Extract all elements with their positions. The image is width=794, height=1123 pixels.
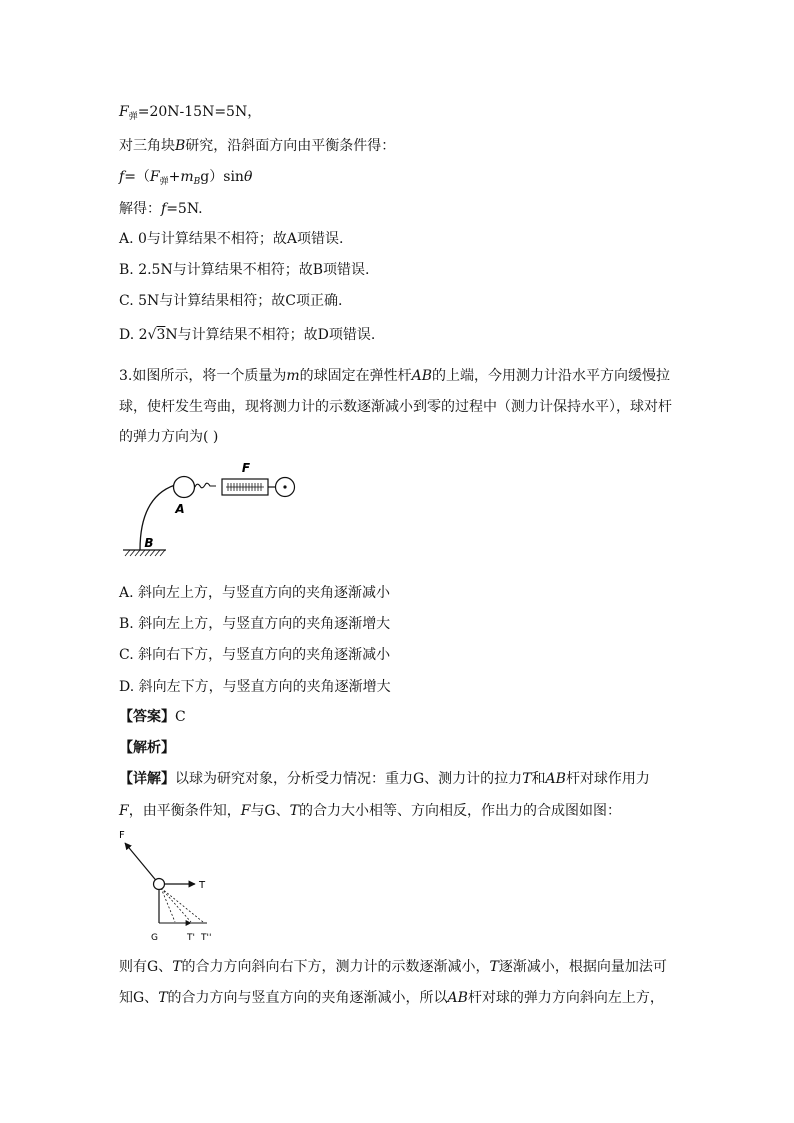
text: 的球固定在弹性杆	[299, 368, 412, 384]
label-t-prime: T'	[187, 933, 195, 943]
symbol-ab: AB	[447, 990, 468, 1006]
text: 的合力方向斜向右下方，测力计的示数逐渐减小，	[181, 959, 490, 975]
subscript: 弹	[159, 177, 169, 187]
ball	[174, 477, 195, 498]
text: 和	[531, 771, 546, 787]
label-g: G	[151, 933, 158, 943]
ball-point	[154, 879, 165, 890]
question-3-line-2: 球，使杆发生弯曲，现将测力计的示数逐渐减小到零的过程中（测力计保持水平），球对杆	[119, 399, 672, 415]
option-c: C. 斜向右下方，与竖直方向的夹角逐渐减小	[119, 647, 391, 663]
text: =5N.	[166, 201, 203, 217]
symbol-m: m	[286, 368, 300, 384]
option-a: A. 斜向左上方，与竖直方向的夹角逐渐减小	[119, 585, 391, 601]
resultant-1	[161, 888, 191, 922]
ground-hatch	[125, 550, 165, 556]
subscript: B	[193, 177, 201, 187]
symbol-t: T	[158, 990, 168, 1006]
symbol-ab: AB	[411, 368, 433, 384]
question-3-line-3: 的弹力方向为( )	[119, 429, 219, 445]
symbol-b: B	[175, 138, 186, 154]
option-b: B. 斜向左上方，与竖直方向的夹角逐渐增大	[119, 616, 391, 632]
detail-line-2	[119, 801, 621, 821]
line-f-elastic	[119, 102, 261, 127]
sqrt-symbol: √3	[147, 327, 166, 343]
label-f: F	[241, 461, 251, 475]
hook	[195, 483, 216, 488]
text: 研究，沿斜面方向由平衡条件得：	[185, 138, 396, 154]
text: 对三角块	[119, 138, 175, 154]
symbol-theta: θ	[243, 169, 253, 185]
text: 的上端，今用测力计沿水平方向缓慢拉	[432, 368, 671, 384]
conclusion-line-1	[119, 957, 667, 977]
text: +	[168, 169, 181, 185]
symbol-f: f	[119, 169, 125, 185]
symbol-t: T	[489, 959, 499, 975]
label-b: B	[144, 536, 154, 550]
text: =（	[124, 169, 150, 185]
symbol-F: F	[149, 169, 160, 185]
symbol-t: T	[522, 771, 532, 787]
text: 与G、	[250, 803, 290, 819]
text: 3.如图所示，将一个质量为	[119, 368, 287, 384]
option-d: D. 斜向左下方，与竖直方向的夹角逐渐增大	[119, 679, 391, 695]
symbol-t: T	[172, 959, 182, 975]
text: 知G、	[119, 990, 159, 1006]
symbol-f: f	[161, 201, 167, 217]
resultant-2	[161, 888, 203, 922]
symbol-m: m	[180, 169, 194, 185]
question-3-line-1	[119, 366, 670, 386]
line-option-b-eval: B. 2.5N与计算结果不相符；故B项错误.	[119, 262, 370, 278]
figure-rod-ball-spring-scale	[118, 455, 308, 565]
equation-text: =20N-15N=5N，	[137, 104, 262, 120]
text: 解得：	[119, 201, 161, 217]
label-t-double-prime: T''	[201, 933, 212, 943]
answer-line	[119, 707, 186, 727]
answer-value: C	[175, 709, 186, 725]
conclusion-line-2	[119, 988, 664, 1008]
figure-force-composition	[115, 826, 225, 946]
symbol-f: F	[119, 104, 129, 120]
label-a: A	[175, 502, 185, 516]
label-f: F	[119, 830, 125, 841]
analysis-heading: 【解析】	[119, 740, 175, 756]
text: 的合力方向与竖直方向的夹角逐渐减小，所以	[167, 990, 448, 1006]
answer-label: 【答案】	[119, 709, 175, 725]
text: 则有G、	[119, 959, 173, 975]
text: 杆对球的弹力方向斜向左上方，	[467, 990, 664, 1006]
subscript: 弹	[128, 112, 138, 122]
scale-knob-dot	[283, 485, 286, 488]
line-option-a-eval: A. 0与计算结果不相符；故A项错误.	[119, 231, 344, 247]
text: ，由平衡条件知，	[128, 803, 241, 819]
detail-label: 【详解】	[119, 771, 175, 787]
line-friction-equation	[119, 167, 252, 192]
symbol-t: T	[289, 803, 299, 819]
line-triangle-block	[119, 136, 395, 156]
symbol-F: F	[119, 803, 129, 819]
detail-line-1	[119, 769, 650, 789]
text: 逐渐减小，根据向量加法可	[498, 959, 667, 975]
label-t: T	[199, 880, 206, 891]
line-option-d-eval	[119, 325, 375, 345]
text: g）sin	[200, 169, 244, 185]
line-option-c-eval: C. 5N与计算结果相符；故C项正确.	[119, 293, 343, 309]
symbol-ab: AB	[545, 771, 566, 787]
resultant-3	[161, 888, 175, 922]
text: 的合力大小相等、方向相反，作出力的合成图如图：	[298, 803, 621, 819]
text: D. 2	[119, 327, 148, 343]
force-f-arrow	[125, 843, 159, 884]
text: 以球为研究对象，分析受力情况：重力G、测力计的拉力	[175, 771, 523, 787]
sqrt-radicand: 3	[156, 327, 166, 343]
line-solution	[119, 199, 203, 219]
text: N与计算结果不相符；故D项错误.	[165, 327, 376, 343]
text: 杆对球作用力	[565, 771, 650, 787]
symbol-F: F	[240, 803, 251, 819]
